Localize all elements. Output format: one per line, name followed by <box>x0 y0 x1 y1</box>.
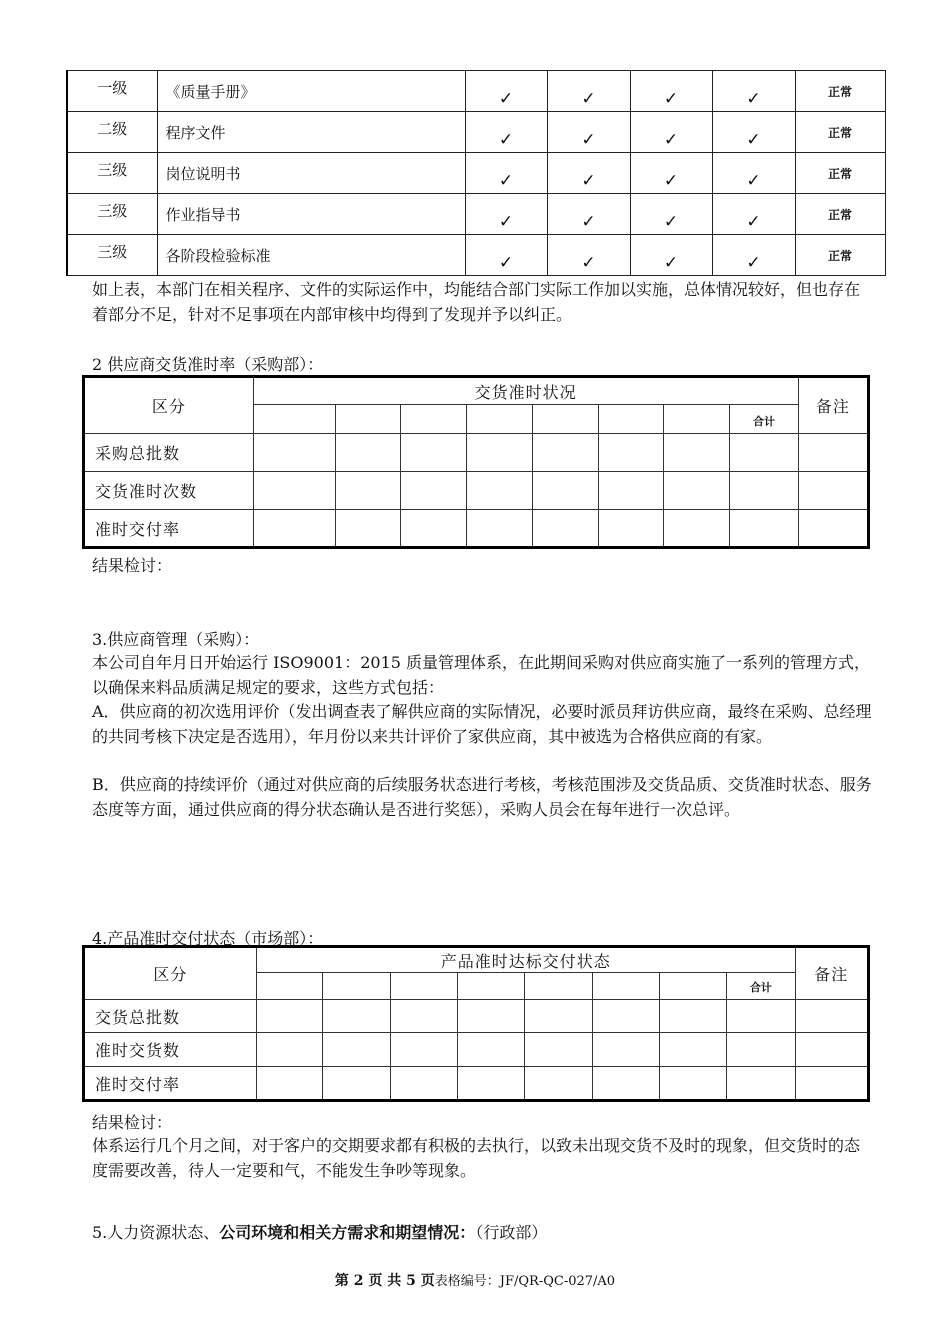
empty-cell <box>401 434 467 472</box>
empty-cell <box>532 434 598 472</box>
table-row <box>84 1033 869 1067</box>
check-icon: ✓ <box>630 194 712 235</box>
check-icon: ✓ <box>630 235 712 276</box>
total-header: 合计 <box>727 973 795 1000</box>
empty-cell <box>795 1033 868 1067</box>
doc-row <box>67 194 885 235</box>
empty-cell <box>795 1000 868 1033</box>
doc-name-cell: 各阶段检验标准 <box>157 235 465 276</box>
empty-cell <box>592 1067 659 1101</box>
doc-name-cell: 《质量手册》 <box>157 71 465 112</box>
empty-cell <box>390 1000 457 1033</box>
check-icon: ✓ <box>465 194 547 235</box>
status-cell: 正常 <box>795 112 885 153</box>
empty-cell <box>598 434 663 472</box>
row-label: 准时交付率 <box>84 1067 257 1101</box>
empty-cell <box>598 472 663 510</box>
status-cell: 正常 <box>795 153 885 194</box>
check-icon: ✓ <box>465 71 547 112</box>
empty-cell <box>256 1000 322 1033</box>
empty-cell <box>390 1033 457 1067</box>
section-4-result-label: 结果检讨： <box>92 1113 173 1132</box>
supplier-delivery-table <box>82 375 870 549</box>
col-label: 区分 <box>84 947 257 1000</box>
empty-cell <box>592 1033 659 1067</box>
empty-cell <box>730 434 798 472</box>
empty-cell <box>335 434 400 472</box>
empty-cell <box>598 510 663 548</box>
empty-cell <box>457 1067 524 1101</box>
doc-name-cell: 作业指导书 <box>157 194 465 235</box>
empty-cell <box>664 434 730 472</box>
empty-cell <box>798 510 868 548</box>
section-4-result-text: 体系运行几个月之间，对于客户的交期要求都有积极的去执行，以致未出现交货不及时的现象，但交货时的态度需要改善，待人一定要和气，不能发生争吵等现象。 <box>92 1136 861 1180</box>
check-icon: ✓ <box>712 153 795 194</box>
empty-cell <box>525 1033 592 1067</box>
empty-cell <box>401 472 467 510</box>
remark-header: 备注 <box>795 947 868 1000</box>
table-row <box>84 510 869 548</box>
table-row <box>84 472 869 510</box>
row-label: 交货准时次数 <box>84 472 254 510</box>
empty-cell <box>256 1067 322 1101</box>
section-5-prefix: 5.人力资源状态、 <box>92 1223 220 1242</box>
empty-cell <box>467 472 532 510</box>
status-cell: 正常 <box>795 71 885 112</box>
section-3-title: 3.供应商管理（采购）： <box>92 630 260 649</box>
empty-cell <box>730 510 798 548</box>
empty-cell <box>467 510 532 548</box>
level-cell: 一级 <box>67 71 157 112</box>
check-icon: ✓ <box>712 71 795 112</box>
empty-cell <box>525 1000 592 1033</box>
check-icon: ✓ <box>547 71 630 112</box>
section-3-item-a: A．供应商的初次选用评价（发出调查表了解供应商的实际情况，必要时派员拜访供应商，最终在采购、总经理的共同考核下决定是否选用），年月份以来共计评价了家供应商，其中被选为合格供应商的有家。 <box>92 702 872 746</box>
summary-paragraph: 如上表，本部门在相关程序、文件的实际运作中，均能结合部门实际工作加以实施，总体情况较好，但也存在着部分不足，针对不足事项在内部审核中均得到了发现并予以纠正。 <box>92 280 861 324</box>
page-footer <box>0 1270 950 1290</box>
doc-row <box>67 235 885 276</box>
empty-cell <box>457 1000 524 1033</box>
status-cell: 正常 <box>795 235 885 276</box>
check-icon: ✓ <box>547 235 630 276</box>
table-row <box>84 1067 869 1101</box>
total-header: 合计 <box>730 405 798 434</box>
empty-cell <box>457 1033 524 1067</box>
empty-cell <box>798 472 868 510</box>
empty-cell <box>727 1033 795 1067</box>
check-icon: ✓ <box>630 71 712 112</box>
empty-cell <box>525 1067 592 1101</box>
empty-cell <box>659 1033 726 1067</box>
doc-name-cell: 程序文件 <box>157 112 465 153</box>
empty-cell <box>795 1067 868 1101</box>
section-5-bold: 公司环境和相关方需求和期望情况 <box>219 1223 460 1242</box>
page-number: 第 2 页 共 5 页 <box>334 1273 435 1289</box>
row-label: 准时交货数 <box>84 1033 257 1067</box>
empty-cell <box>253 472 335 510</box>
level-cell: 三级 <box>67 235 157 276</box>
check-icon: ✓ <box>465 235 547 276</box>
empty-cell <box>664 510 730 548</box>
empty-cell <box>256 1033 322 1067</box>
check-icon: ✓ <box>465 112 547 153</box>
section-4-title: 4.产品准时交付状态（市场部）： <box>92 929 324 948</box>
doc-row <box>67 112 885 153</box>
check-icon: ✓ <box>712 194 795 235</box>
empty-cell <box>467 434 532 472</box>
empty-cell <box>730 472 798 510</box>
level-cell: 三级 <box>67 194 157 235</box>
section-2-result-label: 结果检讨： <box>92 556 173 575</box>
empty-cell <box>659 1000 726 1033</box>
empty-cell <box>592 1000 659 1033</box>
empty-cell <box>727 1067 795 1101</box>
check-icon: ✓ <box>630 153 712 194</box>
empty-cell <box>401 510 467 548</box>
check-icon: ✓ <box>712 235 795 276</box>
section-5-suffix: （行政部） <box>475 1223 548 1242</box>
section-3-intro: 本公司自年月日开始运行 ISO9001：2015 质量管理体系，在此期间采购对供应商实施了一系列的管理方式，以确保来料品质满足规定的要求，这些方式包括： <box>92 653 871 697</box>
level-cell: 二级 <box>67 112 157 153</box>
empty-cell <box>323 1067 390 1101</box>
section-2-title: 2 供应商交货准时率（采购部）： <box>92 355 324 374</box>
section-5-title <box>92 1220 547 1243</box>
check-icon: ✓ <box>547 112 630 153</box>
check-icon: ✓ <box>712 112 795 153</box>
doc-row <box>67 71 885 112</box>
table-row <box>84 1000 869 1033</box>
empty-cell <box>664 472 730 510</box>
col-label: 区分 <box>84 377 254 434</box>
row-label: 交货总批数 <box>84 1000 257 1033</box>
check-icon: ✓ <box>547 194 630 235</box>
empty-cell <box>390 1067 457 1101</box>
status-cell: 正常 <box>795 194 885 235</box>
doc-name-cell: 岗位说明书 <box>157 153 465 194</box>
doc-row <box>67 153 885 194</box>
document-level-table <box>66 70 886 276</box>
row-label: 准时交付率 <box>84 510 254 548</box>
form-number: 表格编号：JF/QR-QC-027/A0 <box>434 1274 616 1289</box>
check-icon: ✓ <box>630 112 712 153</box>
empty-cell <box>335 472 400 510</box>
empty-cell <box>798 434 868 472</box>
empty-cell <box>335 510 400 548</box>
check-icon: ✓ <box>547 153 630 194</box>
section-5-colon: ： <box>459 1223 476 1242</box>
table-row <box>84 434 869 472</box>
level-cell: 三级 <box>67 153 157 194</box>
empty-cell <box>323 1000 390 1033</box>
group-header: 产品准时达标交付状态 <box>256 947 795 973</box>
empty-cell <box>532 510 598 548</box>
section-3-item-b: B．供应商的持续评价（通过对供应商的后续服务状态进行考核，考核范围涉及交货品质、交货准时状态、服务态度等方面，通过供应商的得分状态确认是否进行奖惩），采购人员会在每年进行一次总评。 <box>92 775 872 819</box>
empty-cell <box>323 1033 390 1067</box>
empty-cell <box>532 472 598 510</box>
empty-cell <box>253 434 335 472</box>
remark-header: 备注 <box>798 377 868 434</box>
empty-cell <box>659 1067 726 1101</box>
empty-cell <box>253 510 335 548</box>
empty-cell <box>727 1000 795 1033</box>
group-header: 交货准时状况 <box>253 377 798 405</box>
check-icon: ✓ <box>465 153 547 194</box>
product-delivery-table <box>82 945 870 1102</box>
row-label: 采购总批数 <box>84 434 254 472</box>
